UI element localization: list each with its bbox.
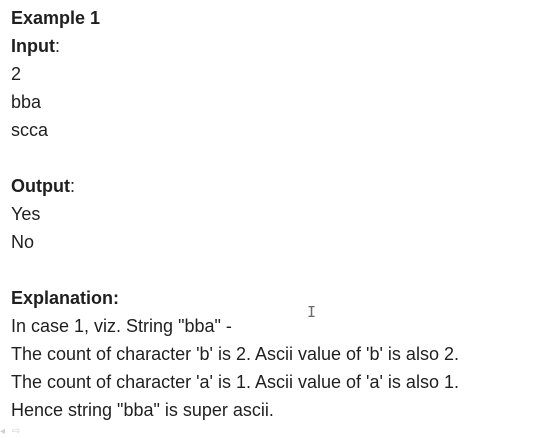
- input-label: Input: [11, 36, 55, 56]
- output-label: Output: [11, 176, 70, 196]
- input-line: scca: [11, 120, 49, 140]
- explanation-line: In case 1, viz. String "bba" -: [11, 316, 232, 336]
- example-title: Example 1: [11, 8, 101, 28]
- next-icon[interactable]: ⇨: [11, 426, 21, 437]
- explanation-label: Explanation:: [11, 288, 120, 308]
- input-heading: [11, 32, 551, 60]
- spacer: [11, 144, 551, 172]
- document-content: [11, 4, 551, 424]
- explanation-line: The count of character 'b' is 2. Ascii value of 'b' is also 2.: [11, 344, 459, 364]
- footer-controls: [0, 426, 24, 438]
- input-line: bba: [11, 92, 42, 112]
- text-cursor-icon: I: [307, 303, 317, 321]
- output-line: Yes: [11, 204, 41, 224]
- explanation-line: Hence string "bba" is super ascii.: [11, 400, 274, 420]
- explanation-line: The count of character 'a' is 1. Ascii value of 'a' is also 1.: [11, 372, 459, 392]
- output-line: No: [11, 232, 35, 252]
- input-line: 2: [11, 64, 22, 84]
- prev-icon[interactable]: ◂: [0, 426, 6, 437]
- input-colon: :: [54, 36, 60, 56]
- spacer: [11, 256, 551, 284]
- output-colon: :: [69, 176, 75, 196]
- output-heading: [11, 172, 551, 200]
